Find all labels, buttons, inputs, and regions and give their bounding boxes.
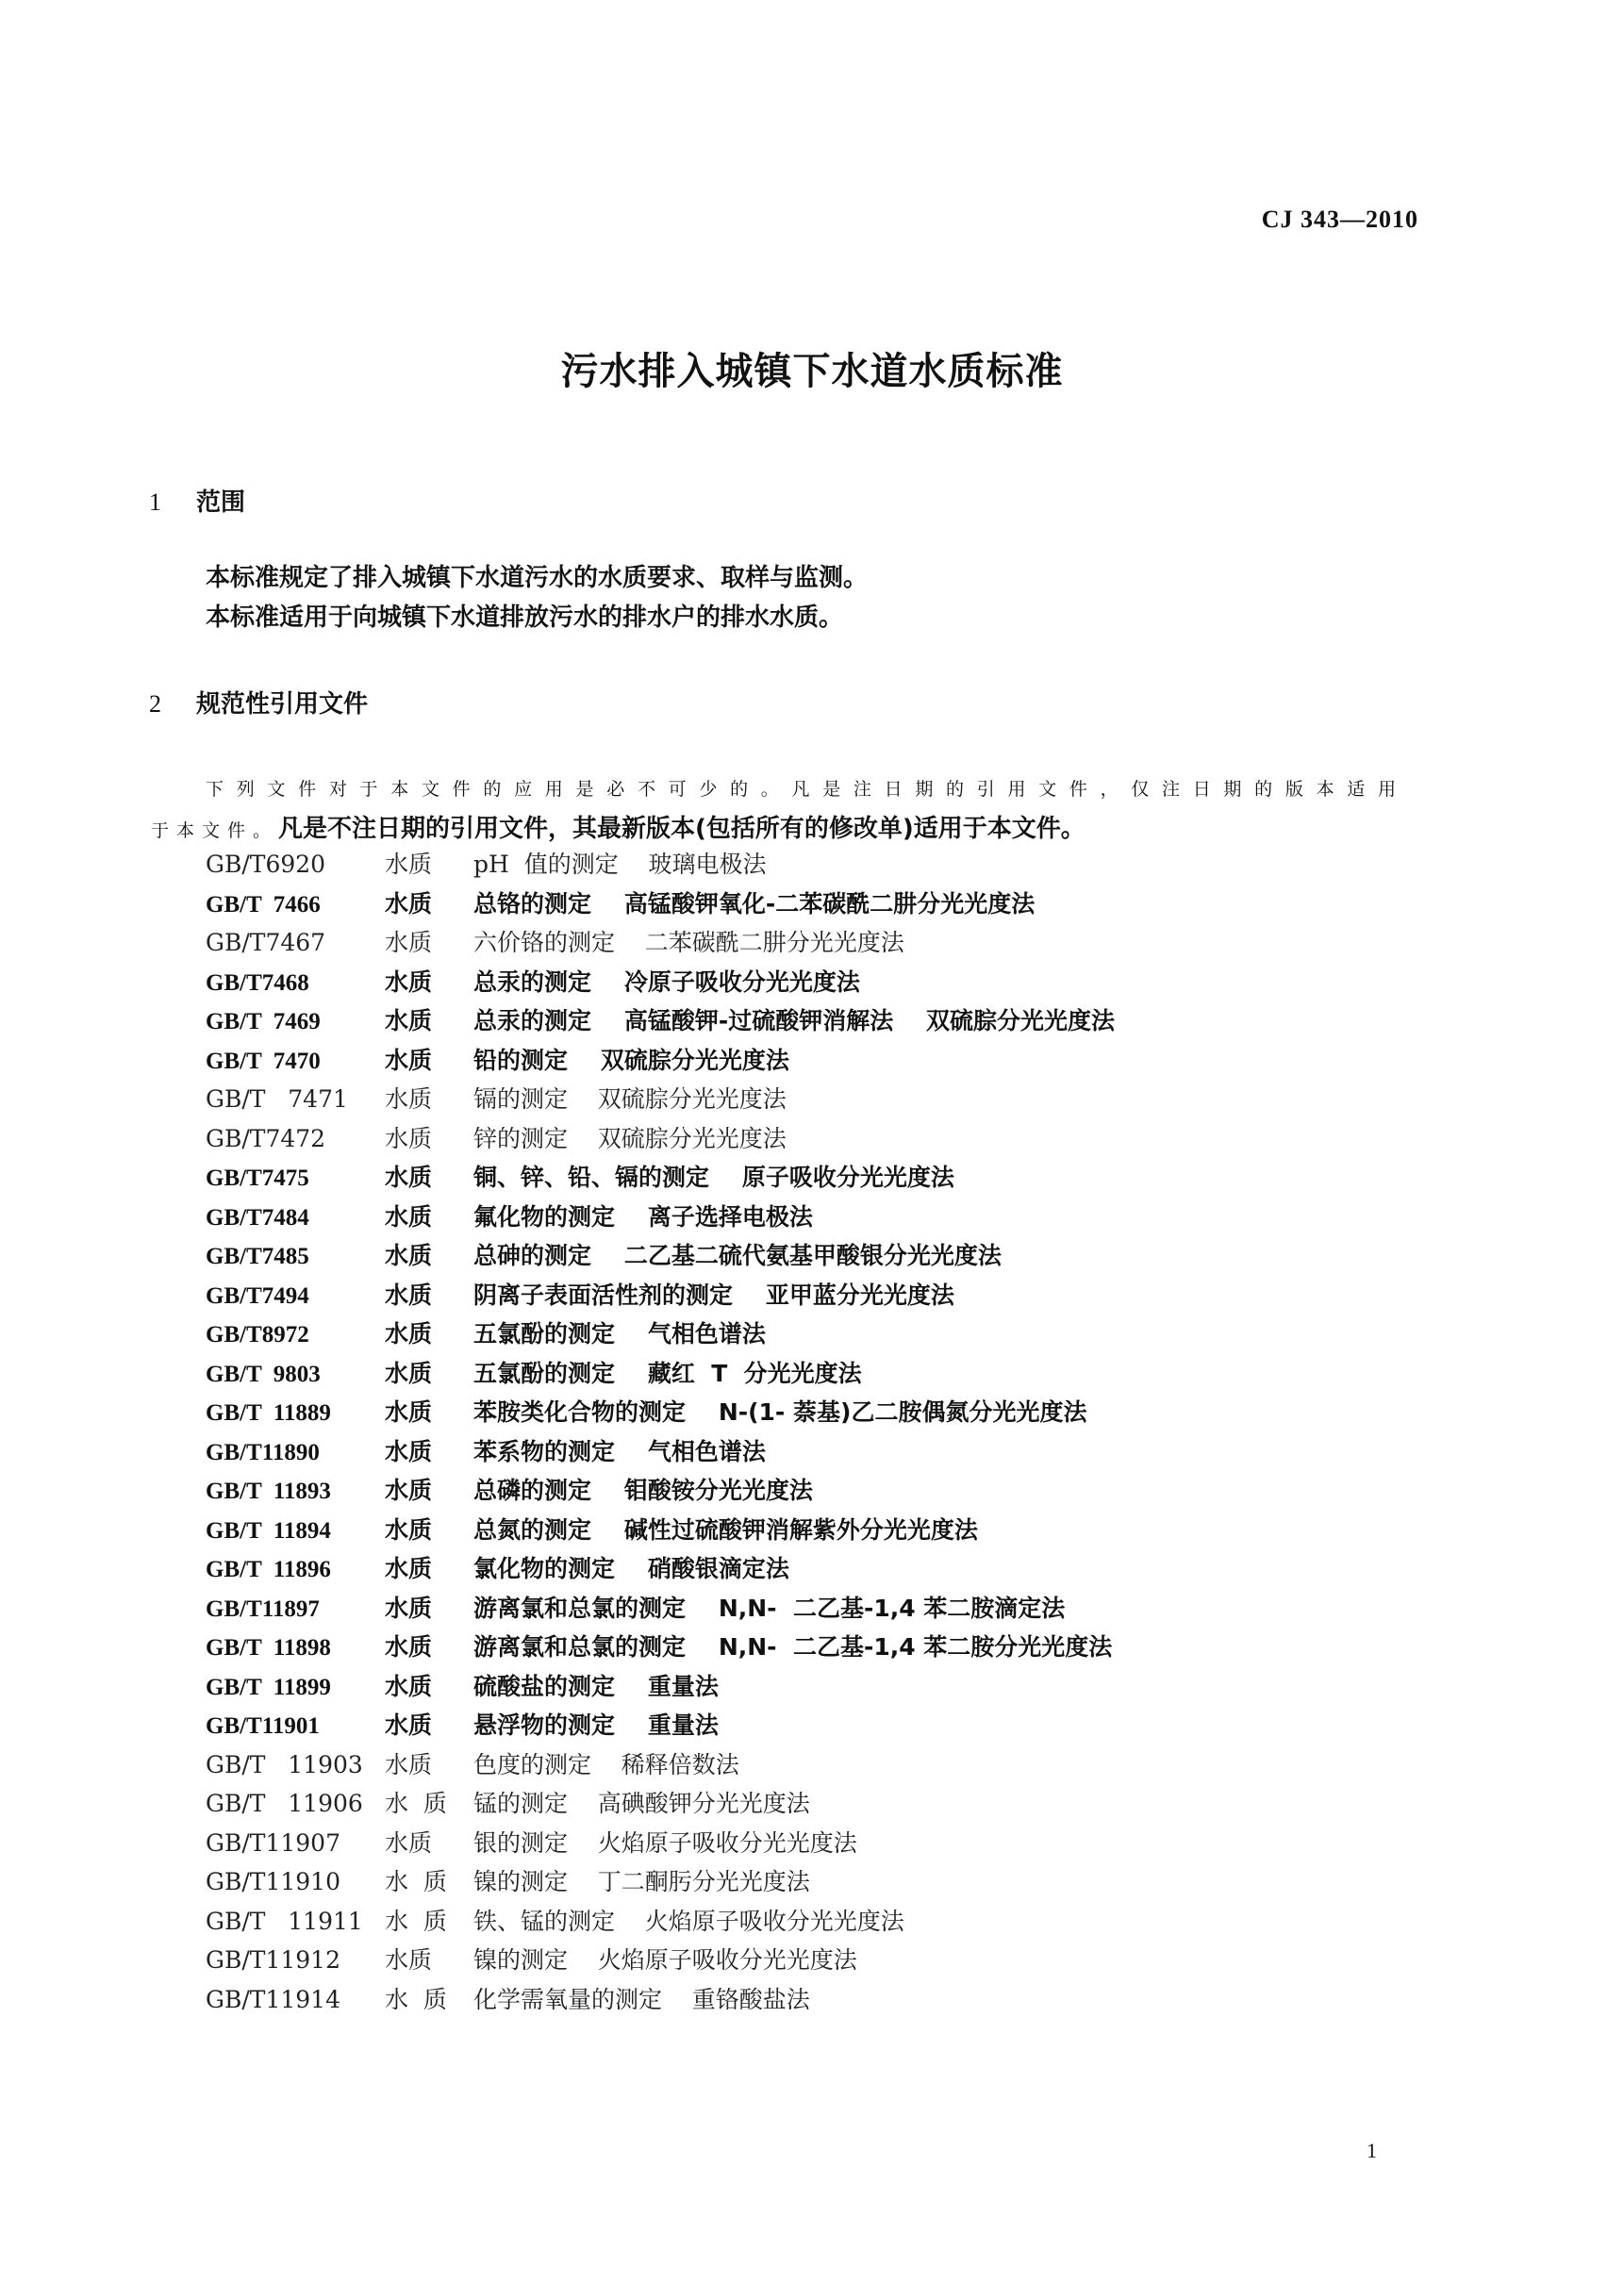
reference-code: GB/T7494	[206, 1282, 309, 1309]
reference-subject: 水质	[385, 1202, 433, 1231]
reference-method: 总氮的测定 碱性过硫酸钾消解紫外分光光度法	[473, 1515, 978, 1544]
reference-subject: 水质	[385, 929, 433, 956]
reference-item	[206, 1628, 1432, 1667]
reference-subject: 水质	[385, 1281, 433, 1309]
section-number: 1	[149, 488, 161, 516]
reference-code: GB/T 11889	[206, 1400, 331, 1426]
reference-code: GB/T 7470	[206, 1048, 321, 1074]
reference-method: 总磷的测定 钼酸铵分光光度法	[473, 1477, 813, 1504]
reference-subject: 水质	[385, 1672, 433, 1700]
reference-code: GB/T 9803	[206, 1361, 321, 1387]
reference-subject: 水 质	[385, 1985, 447, 2013]
reference-item	[206, 1941, 1432, 1980]
reference-method: 锌的测定 双硫腙分光光度法	[473, 1124, 787, 1152]
reference-method: 五氯酚的测定 气相色谱法	[473, 1320, 766, 1348]
section-heading-scope	[149, 483, 245, 518]
reference-subject: 水质	[385, 1007, 433, 1034]
reference-subject: 水质	[385, 1946, 433, 1974]
reference-method: 总铬的测定 高锰酸钾氧化-二苯碳酰二肼分光光度法	[473, 889, 1036, 918]
reference-code: GB/T7467	[206, 929, 326, 956]
reference-item	[206, 1432, 1432, 1472]
scope-paragraph-2: 本标准适用于向城镇下水道排放污水的排水户的排水水质。	[206, 604, 844, 632]
reference-item	[206, 885, 1432, 924]
reference-subject: 水 质	[385, 1907, 447, 1935]
reference-code: GB/T11890	[206, 1439, 320, 1465]
reference-method: 悬浮物的测定 重量法	[473, 1712, 719, 1739]
reference-code: GB/T11901	[206, 1713, 320, 1739]
reference-method: 铅的测定 双硫腙分光光度法	[473, 1046, 789, 1074]
reference-subject: 水质	[385, 1555, 433, 1582]
reference-subject: 水 质	[385, 1868, 447, 1895]
reference-item	[206, 1745, 1432, 1785]
reference-subject: 水质	[385, 1320, 433, 1348]
reference-item	[206, 1276, 1432, 1315]
reference-subject: 水质	[385, 1398, 433, 1426]
reference-list	[206, 845, 1432, 2019]
reference-item	[206, 1902, 1432, 1942]
reference-method: 苯胺类化合物的测定 N-(1- 萘基)乙二胺偶氮分光光度法	[473, 1398, 1087, 1426]
reference-item	[206, 1198, 1432, 1237]
reference-code: GB/T7468	[206, 969, 309, 996]
reference-method: 五氯酚的测定 藏红 T 分光光度法	[473, 1359, 862, 1387]
reference-subject: 水质	[385, 1477, 433, 1504]
reference-method: 总砷的测定 二乙基二硫代氨基甲酸银分光光度法	[473, 1242, 1002, 1269]
reference-method: 总汞的测定 高锰酸钾-过硫酸钾消解法 双硫腙分光光度法	[473, 1007, 1116, 1034]
reference-code: GB/T11914	[206, 1985, 340, 2013]
reference-method: 铁、锰的测定 火焰原子吸收分光光度法	[473, 1907, 904, 1935]
section-number: 2	[149, 690, 161, 718]
reference-item	[206, 1549, 1432, 1589]
reference-method: 氟化物的测定 离子选择电极法	[473, 1202, 813, 1231]
reference-method: pH 值的测定 玻璃电极法	[473, 851, 767, 878]
intro-text-light: 于本文件。	[151, 820, 279, 841]
reference-method: 化学需氧量的测定 重铬酸盐法	[473, 1985, 810, 2013]
reference-method: 铜、锌、铅、镉的测定 原子吸收分光光度法	[473, 1164, 954, 1191]
reference-method: 硫酸盐的测定 重量法	[473, 1672, 719, 1700]
references-intro-line-1: 下列文件对于本文件的应用是必不可少的。凡是注日期的引用文件，仅注日期的版本适用	[206, 779, 1398, 800]
reference-method: 阴离子表面活性剂的测定 亚甲蓝分光光度法	[473, 1281, 954, 1309]
intro-text-bold: 凡是不注日期的引用文件，其最新版本(包括所有的修改单)适用于本文件。	[278, 815, 1085, 843]
reference-item	[206, 1980, 1432, 2020]
reference-item	[206, 923, 1432, 963]
reference-subject: 水质	[385, 1750, 433, 1778]
reference-code: GB/T 11894	[206, 1517, 331, 1544]
reference-subject: 水质	[385, 1046, 433, 1074]
reference-item	[206, 1393, 1432, 1432]
reference-item	[206, 1001, 1432, 1041]
reference-method: 氯化物的测定 硝酸银滴定法	[473, 1555, 789, 1582]
reference-item	[206, 1354, 1432, 1394]
reference-method: 镍的测定 火焰原子吸收分光光度法	[473, 1946, 857, 1974]
reference-subject: 水质	[385, 1124, 433, 1152]
reference-code: GB/T11910	[206, 1868, 340, 1895]
reference-code: GB/T 11896	[206, 1557, 331, 1582]
reference-item	[206, 1119, 1432, 1159]
reference-code: GB/T11897	[206, 1596, 320, 1622]
reference-subject: 水质	[385, 1164, 433, 1191]
reference-code: GB/T6920	[206, 851, 326, 878]
reference-subject: 水质	[385, 1437, 433, 1465]
reference-item	[206, 1862, 1432, 1902]
reference-subject: 水质	[385, 967, 433, 996]
reference-item	[206, 1080, 1432, 1119]
reference-method: 六价铬的测定 二苯碳酰二肼分光光度法	[473, 929, 904, 956]
reference-subject: 水质	[385, 1633, 433, 1661]
reference-method: 总汞的测定 冷原子吸收分光光度法	[473, 967, 860, 996]
reference-code: GB/T 7471	[206, 1085, 348, 1113]
section-title: 规范性引用文件	[196, 690, 369, 719]
reference-subject: 水质	[385, 1085, 433, 1113]
reference-code: GB/T 11893	[206, 1479, 331, 1504]
page-number: 1	[1367, 2139, 1377, 2162]
reference-code: GB/T11907	[206, 1828, 340, 1857]
document-title: 污水排入城镇下水道水质标准	[560, 350, 1064, 393]
reference-subject: 水质	[385, 1712, 433, 1739]
reference-code: GB/T7475	[206, 1166, 309, 1191]
references-intro-line-2	[151, 809, 1085, 844]
reference-method: 色度的测定 稀释倍数法	[473, 1750, 739, 1778]
reference-subject: 水 质	[385, 1790, 447, 1817]
reference-item	[206, 1511, 1432, 1550]
reference-item	[206, 1471, 1432, 1511]
reference-item	[206, 1706, 1432, 1745]
reference-code: GB/T7472	[206, 1124, 326, 1152]
reference-subject: 水质	[385, 1359, 433, 1387]
reference-code: GB/T 11903	[206, 1750, 363, 1778]
reference-code: GB/T 7469	[206, 1009, 321, 1034]
reference-item	[206, 1158, 1432, 1198]
section-title: 范围	[196, 488, 246, 517]
reference-code: GB/T 7466	[206, 891, 321, 918]
reference-item	[206, 845, 1432, 885]
reference-method: 苯系物的测定 气相色谱法	[473, 1437, 766, 1465]
reference-method: 游离氯和总氯的测定 N,N- 二乙基-1,4 苯二胺滴定法	[473, 1594, 1066, 1622]
reference-method: 锰的测定 高碘酸钾分光光度法	[473, 1790, 810, 1817]
reference-method: 镍的测定 丁二酮肟分光光度法	[473, 1868, 810, 1895]
reference-subject: 水质	[385, 1515, 433, 1544]
reference-code: GB/T8972	[206, 1322, 309, 1348]
standard-code: CJ 343—2010	[1261, 206, 1418, 233]
reference-method: 游离氯和总氯的测定 N,N- 二乙基-1,4 苯二胺分光光度法	[473, 1633, 1113, 1661]
reference-subject: 水质	[385, 851, 433, 878]
reference-item	[206, 963, 1432, 1002]
reference-code: GB/T11912	[206, 1946, 340, 1974]
reference-code: GB/T 11898	[206, 1635, 331, 1661]
reference-subject: 水质	[385, 1594, 433, 1622]
reference-code: GB/T 11906	[206, 1790, 363, 1817]
reference-subject: 水质	[385, 1828, 433, 1857]
reference-subject: 水质	[385, 1242, 433, 1269]
scope-paragraph-1: 本标准规定了排入城镇下水道污水的水质要求、取样与监测。	[206, 564, 869, 592]
reference-item	[206, 1589, 1432, 1629]
reference-subject: 水质	[385, 889, 433, 918]
reference-item	[206, 1784, 1432, 1824]
reference-code: GB/T 11911	[206, 1907, 363, 1935]
reference-item	[206, 1236, 1432, 1276]
section-heading-normative-references	[149, 685, 368, 719]
reference-item	[206, 1667, 1432, 1707]
reference-method: 镉的测定 双硫腙分光光度法	[473, 1085, 787, 1113]
reference-item	[206, 1824, 1432, 1863]
reference-item	[206, 1041, 1432, 1081]
reference-code: GB/T7484	[206, 1204, 309, 1231]
reference-code: GB/T7485	[206, 1244, 309, 1269]
reference-method: 银的测定 火焰原子吸收分光光度法	[473, 1828, 857, 1857]
reference-item	[206, 1315, 1432, 1354]
reference-code: GB/T 11899	[206, 1674, 331, 1700]
